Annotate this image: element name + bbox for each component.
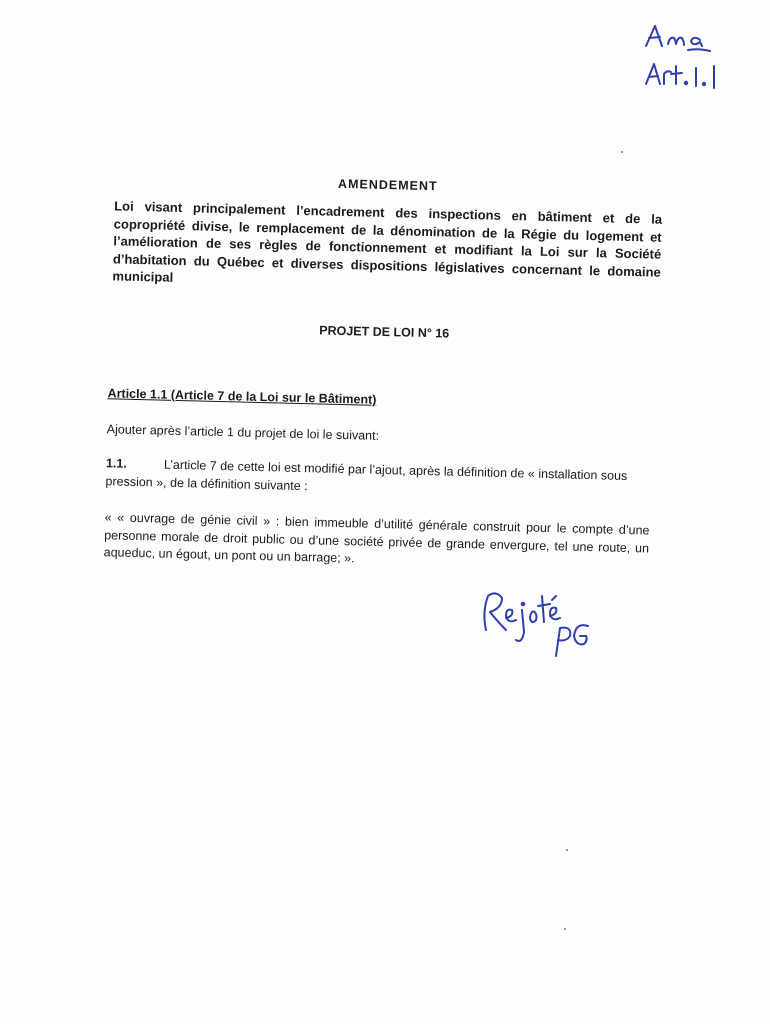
scan-speck: [566, 849, 568, 851]
amendment-title: AMENDEMENT: [337, 176, 438, 194]
scan-speck: [564, 928, 566, 930]
law-title: Loi visant principalement l’encadrement des inspections en bâtiment et de la copropriété divise, le remplacement de la dénomination de la Régie du logement et l’amélioration de ses règles de fonctionnement et modifiant la Loi sur la Société d’habitation du Québec et diverses dispositions législatives concernant le domaine municipal: [112, 198, 663, 285]
item-paragraph: [105, 455, 651, 503]
item-text: L’article 7 de cette loi est modifié par l’ajout, après la définition de « installation sous pression », de la définition suivante :: [105, 457, 628, 493]
add-instruction: Ajouter après l’article 1 du projet de loi le suivant:: [106, 422, 380, 443]
definition-paragraph: « « ouvrage de génie civil » : bien immeuble d’utilité générale construit pour le compte d’une personne morale de droit public ou d’une société privée de grande envergure, tel une route, un aqueduc, un égout, un pont ou un barrage; ».: [103, 510, 650, 566]
item-number: 1.1.: [105, 456, 127, 471]
scan-speck: [621, 151, 623, 153]
handwritten-rejected-note: [476, 582, 596, 660]
article-heading: Article 1.1 (Article 7 de la Loi sur le Bâtiment): [107, 386, 377, 407]
bill-title: PROJET DE LOI N° 16: [319, 323, 450, 341]
